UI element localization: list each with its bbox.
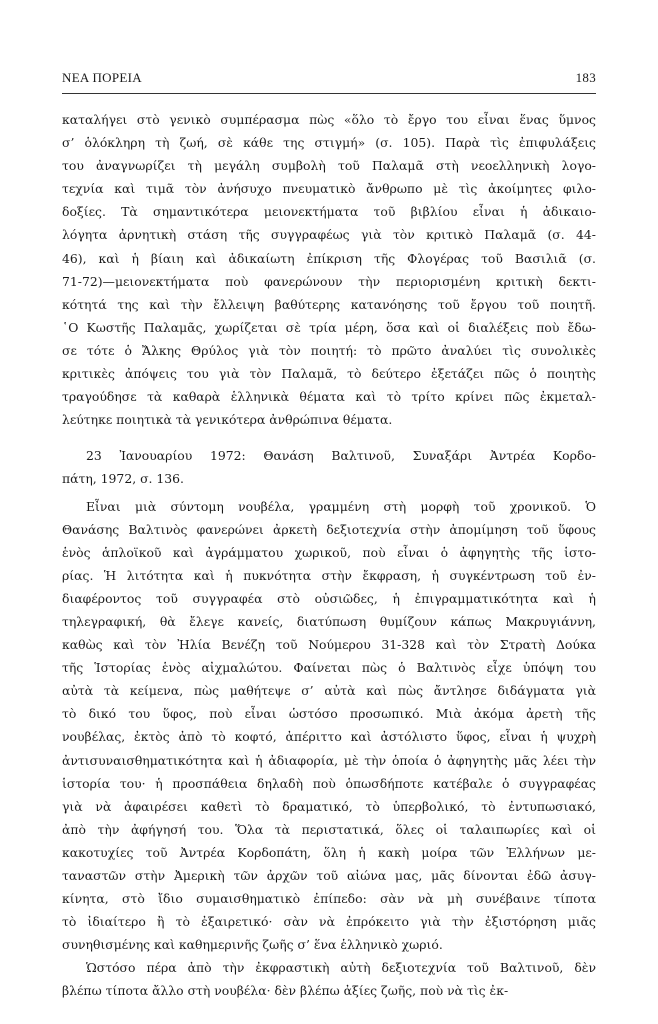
text-line: Θανάσης Βαλτινὸς φανερώνει ἀρκετὴ δεξιοτεχνία στὴν ἀπομίμηση τοῦ ὕφους <box>62 521 596 537</box>
text-line: ταναστῶν στὴν Ἀμερικὴ τῶν ἀρχῶν τοῦ αἰώνα μας, μᾶς δίνονται ἐδῶ ἀσυγ- <box>62 868 596 883</box>
text-line: 46), καὶ ἡ βίαιη καὶ ἀδικαίωτη ἐπίκριση τῆς Φλογέρας τοῦ Βασιλιᾶ (σ. <box>62 250 596 266</box>
running-header <box>62 70 596 86</box>
text-line: τὸ ἰδιαίτερο ἢ τὸ ἐξαιρετικό· σὰν νὰ ἐπρόκειτο γιὰ τὴν ἐξιστόρηση μιᾶς <box>62 914 596 930</box>
text-line: ῾Ο Κωστῆς Παλαμᾶς, χωρίζεται σὲ τρία μέρη, ὅσα καὶ οἱ διαλέξεις ποὺ ἔδω- <box>62 319 596 335</box>
journal-title: ΝΕΑ ΠΟΡΕΙΑ <box>62 70 142 85</box>
text-line: σε τότε ὁ Ἄλκης Θρύλος γιὰ τὸν ποιητή: τὸ πρῶτο ἀναλύει τὶς συνολικὲς <box>62 342 596 358</box>
text-line: σ’ ὁλόκληρη τὴ ζωή, σὲ κάθε της στιγμή» (σ. 105). Παρὰ τὶς ἐπιφυλάξεις <box>62 135 596 151</box>
text-line: 71-72)—μειονεκτήματα ποὺ φανερώνουν τὴν περιορισμένη κριτικὴ δεκτι- <box>62 273 596 289</box>
header-rule <box>62 93 596 94</box>
text-line: βλέπω τίποτα ἄλλο στὴ νουβέλα· δὲν βλέπω ἀξίες ζωῆς, ποὺ νὰ τὶς ἐκ- <box>62 983 509 999</box>
text-line: καθὼς καὶ τὸν Ἠλία Βενέζη τοῦ Νούμερου 31-328 καὶ τὸν Στρατὴ Δούκα <box>62 637 596 653</box>
text-line: τηλεγραφική, θὰ ἔλεγε κανείς, διατύπωση θυμίζουν κάπως Μακρυγιάννη, <box>62 613 596 629</box>
text-line: ἀντισυναισθηματικότητα καὶ ἡ ἀδιαφορία, μὲ τὴν ὁποία ὁ ἀφηγητὴς μᾶς λέει τὴν <box>62 752 596 768</box>
text-line: συνηθισμένης καὶ καθημερινῆς ζωῆς σ’ ἕνα ἑλληνικὸ χωριό. <box>62 937 443 953</box>
text-line: διαφέροντος τοῦ συγγραφέα στὸ οὐσιῶδες, ἡ ἐπιγραμματικότητα καὶ ἡ <box>62 590 596 606</box>
text-line: Ὡστόσο πέρα ἀπὸ τὴν ἐκφραστικὴ αὐτὴ δεξιοτεχνία τοῦ Βαλτινοῦ, δὲν <box>86 960 596 976</box>
text-line: νουβέλας, ἐκτὸς ἀπὸ τὸ κοφτό, ἀπέριττο καὶ ἀστόλιστο ὕφος, εἶναι ἡ ψυχρὴ <box>62 729 596 745</box>
text-line: Εἶναι μιὰ σύντομη νουβέλα, γραμμένη στὴ μορφὴ τοῦ χρονικοῦ. Ὁ <box>86 498 596 514</box>
paragraph <box>62 444 596 490</box>
text-line: του ἀναγνωρίζει τὴ μεγάλη συμβολὴ τοῦ Παλαμᾶ στὴ νεοελληνικὴ λογο- <box>62 158 596 174</box>
page-number: 183 <box>575 70 596 85</box>
text-line: λόγητα ἀρνητικὴ στάση τῆς συγγραφέως γιὰ τὸν κριτικὸ Παλαμᾶ (σ. 44- <box>62 227 596 243</box>
text-line: κίνητα, στὸ ἴδιο συμαισθηματικὸ ἐπίπεδο: σὰν νὰ μὴ συνέβαινε τίποτα <box>62 891 596 907</box>
text-line: κριτικὲς ἀπόψεις του γιὰ τὸν Παλαμᾶ, τὸ δεύτερο ἐξετάζει πῶς ὁ ποιητὴς <box>62 366 596 382</box>
text-line: λεύτηκε ποιητικὰ τὰ γενικότερα ἀνθρώπινα θέματα. <box>62 412 393 428</box>
text-line: αὐτὰ τὰ κείμενα, πὼς μαθήτεψε σ’ αὐτὰ καὶ πὼς ἄντλησε διδάγματα γιὰ <box>62 683 596 699</box>
article-body <box>62 108 596 1003</box>
paragraph <box>62 495 596 957</box>
text-line: τραγούδησε τὰ καθαρὰ ἑλληνικὰ θέματα καὶ τὸ τρίτο κρίνει πῶς ἐκμεταλ- <box>62 389 596 405</box>
text-line: πάτη, 1972, σ. 136. <box>62 471 185 487</box>
text-line: κότητά της καὶ τὴν ἔλλειψη βαθύτερης κατανόησης τοῦ ἔργου τοῦ ποιητῆ. <box>62 296 596 312</box>
paragraph <box>62 108 596 431</box>
text-line: καταλήγει στὸ γενικὸ συμπέρασμα πὼς «ὅλο τὸ ἔργο του εἶναι ἕνας ὕμνος <box>62 112 596 127</box>
text-line: τεχνία καὶ τιμᾶ τὸν ἀνήσυχο πνευματικὸ ἄνθρωπο μὲ τὶς ἀκοίμητες φιλο- <box>62 181 596 197</box>
text-line: τῆς Ἱστορίας ἑνὸς αἰχμαλώτου. Φαίνεται πὼς ὁ Βαλτινὸς εἶχε ὑπόψη του <box>62 660 596 676</box>
paragraph-gap <box>62 431 596 444</box>
text-line: ἱστορία του· ἡ προσπάθεια δηλαδὴ ποὺ ὁπωσδήποτε κατέβαλε ὁ συγγραφέας <box>62 775 596 791</box>
text-line: γιὰ νὰ ἀφαιρέσει καθετὶ τὸ δραματικό, τὸ ὑπερβολικό, τὸ ἐντυπωσιακό, <box>62 798 596 814</box>
text-line: τὸ δικό του ὕφος, ποὺ εἶναι ὡστόσο προσωπικό. Μιὰ ἀκόμα ἀρετὴ τῆς <box>62 706 596 722</box>
text-line: ἀπὸ τὴν ἀφήγησή του. Ὅλα τὰ περιστατικά, ὅλες οἱ ταλαιπωρίες καὶ οἱ <box>62 821 596 837</box>
text-line: ἑνὸς ἁπλοϊκοῦ καὶ ἀγράμματου χωρικοῦ, ποὺ εἶναι ὁ ἀφηγητὴς τῆς ἱστο- <box>62 544 596 560</box>
text-line: κακοτυχίες τοῦ Ἀντρέα Κορδοπάτη, ὅλη ἡ κακὴ μοίρα τῶν Ἑλλήνων με- <box>62 844 596 860</box>
text-line: ρίας. Ἡ λιτότητα καὶ ἡ πυκνότητα στὴν ἔκφραση, ἡ συγκέντρωση τοῦ ἐν- <box>62 567 596 583</box>
text-line: δοξίες. Τὰ σημαντικότερα μειονεκτήματα τοῦ βιβλίου εἶναι ἡ ἀδικαιο- <box>62 204 596 220</box>
text-line: 23 Ἰανουαρίου 1972: Θανάση Βαλτινοῦ, Συναξάρι Ἀντρέα Κορδο- <box>86 448 596 464</box>
paragraph <box>62 956 596 1002</box>
